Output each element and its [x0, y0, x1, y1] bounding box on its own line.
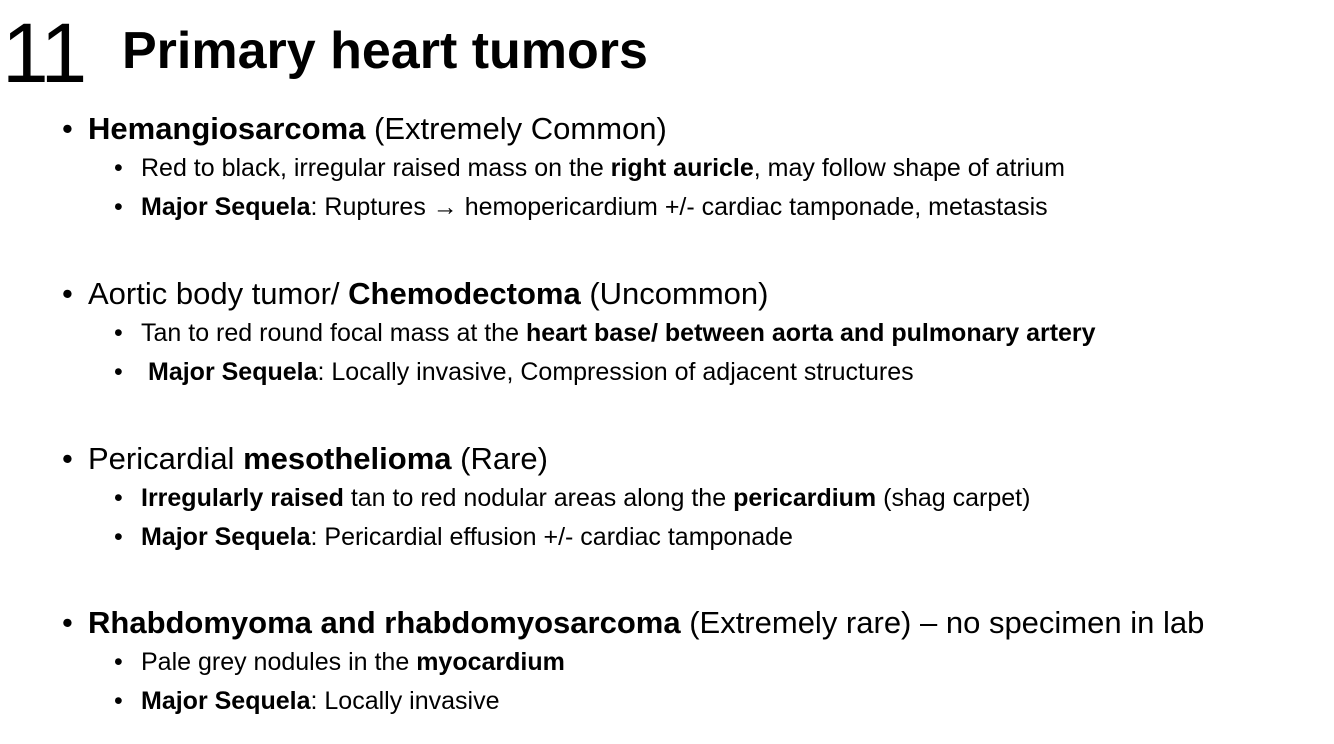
detail-sequela: • Major Sequela: Locally invasive, Compression of adjacent structures	[62, 353, 1330, 392]
bullet-icon: •	[114, 193, 123, 221]
bullet-icon: •	[114, 358, 123, 386]
bullet-icon: •	[114, 648, 123, 676]
detail-list	[62, 479, 1330, 557]
location-term: pericardium	[733, 484, 877, 512]
bullet-icon: •	[114, 687, 123, 715]
slide-number: 11	[2, 6, 86, 100]
frequency-label: (Extremely rare) – no specimen in lab	[680, 605, 1205, 640]
location-term: heart base/ between aorta and pulmonary artery	[525, 319, 1096, 347]
topic-chemodectoma	[62, 274, 1330, 392]
arrow-right-icon: →	[432, 193, 458, 221]
detail-appearance: • Irregularly raised tan to red nodular areas along the pericardium (shag carpet)	[62, 479, 1330, 518]
detail-list	[62, 314, 1330, 392]
detail-sequela: • Major Sequela: Ruptures → hemopericardium +/- cardiac tamponade, metastasis	[62, 188, 1330, 227]
topic-heading: • Pericardial mesothelioma (Rare)	[62, 439, 1330, 479]
tumor-name: mesothelioma	[243, 441, 452, 476]
detail-list	[62, 149, 1330, 227]
bullet-icon: •	[62, 441, 73, 476]
topic-heading	[62, 109, 1330, 149]
detail-sequela: • Major Sequela: Locally invasive	[62, 682, 1330, 721]
location-term: myocardium	[416, 648, 565, 676]
detail-appearance: • Red to black, irregular raised mass on the right auricle, may follow shape of atrium	[62, 149, 1330, 188]
tumor-name: Chemodectoma	[348, 276, 581, 311]
topic-rhabdomyoma	[62, 603, 1330, 721]
detail-appearance: • Tan to red round focal mass at the heart base/ between aorta and pulmonary artery	[62, 314, 1330, 353]
sequela-label: Major Sequela	[141, 687, 311, 715]
slide-title: Primary heart tumors	[122, 22, 648, 80]
bullet-icon: •	[114, 319, 123, 347]
feature-term: Irregularly raised	[141, 484, 344, 512]
bullet-icon: •	[62, 605, 73, 640]
frequency-label: (Rare)	[451, 441, 548, 476]
frequency-label: (Uncommon)	[580, 276, 769, 311]
topic-hemangiosarcoma	[62, 109, 1330, 227]
topic-mesothelioma	[62, 439, 1330, 557]
bullet-icon: •	[114, 154, 123, 182]
bullet-icon: •	[62, 276, 73, 311]
topic-heading: • Aortic body tumor/ Chemodectoma (Uncommon)	[62, 274, 1330, 314]
location-term: right auricle	[610, 154, 754, 182]
detail-sequela: • Major Sequela: Pericardial effusion +/- cardiac tamponade	[62, 518, 1330, 557]
bullet-icon: •	[114, 523, 123, 551]
tumor-name: Hemangiosarcoma	[88, 111, 366, 146]
sequela-label: Major Sequela	[148, 358, 318, 386]
bullet-icon: •	[114, 484, 123, 512]
sequela-label: Major Sequela	[141, 523, 311, 551]
detail-appearance: • Pale grey nodules in the myocardium	[62, 643, 1330, 682]
sequela-label: Major Sequela	[141, 193, 311, 221]
topic-heading	[62, 603, 1330, 643]
bullet-icon: •	[62, 111, 73, 146]
tumor-name: Rhabdomyoma and rhabdomyosarcoma	[88, 605, 681, 640]
frequency-label: (Extremely Common)	[365, 111, 667, 146]
detail-list	[62, 643, 1330, 721]
